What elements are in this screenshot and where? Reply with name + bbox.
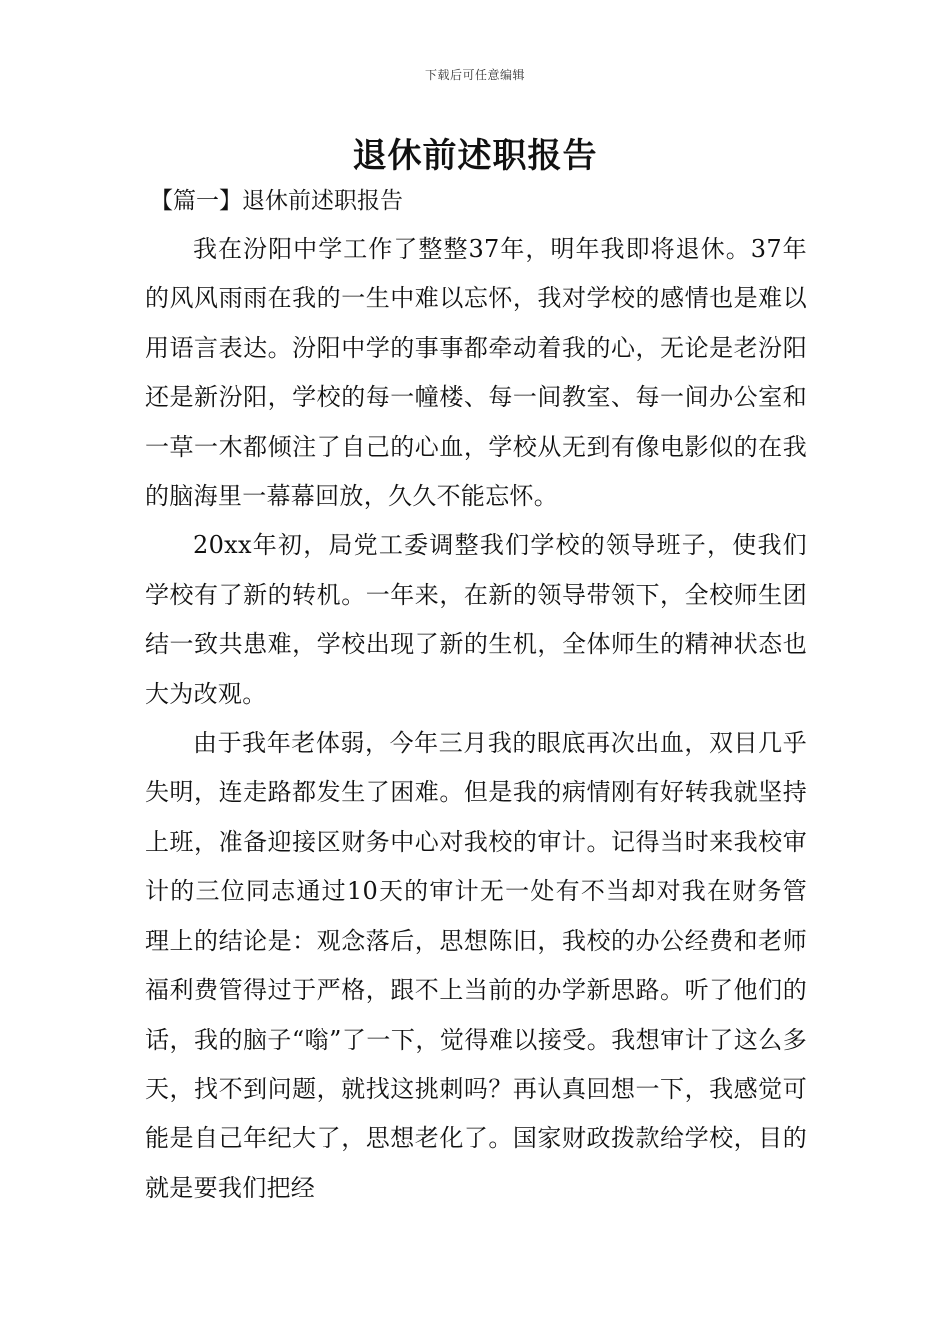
paragraph-2: 20xx年初，局党工委调整我们学校的领导班子，使我们学校有了新的转机。一年来，在新的领导带领下，全校师生团结一致共患难，学校出现了新的生机，全体师生的精神状态也大为改观。 (145, 531, 807, 708)
header-note: 下载后可任意编辑 (424, 68, 525, 82)
paragraph-3: 由于我年老体弱，今年三月我的眼底再次出血，双目几乎失明，连走路都发生了困难。但是我的病情刚有好转我就坚持上班，准备迎接区财务中心对我校的审计。记得当时来我校审计的三位同志通过10天的审计无一处有不当却对我在财务管理上的结论是：观念落后，思想陈旧，我校的办公经费和老师福利费管得过于严格，跟不上当前的办学新思路。听了他们的话，我的脑子“嗡”了一下，觉得难以接受。我想审计了这么多天，找不到问题，就找这挑刺吗？再认真回想一下，我感觉可能是自己年纪大了，思想老化了。国家财政拨款给学校，目的就是要我们把经 (145, 729, 807, 1202)
document-body (145, 225, 807, 1213)
paragraph-1: 我在汾阳中学工作了整整37年，明年我即将退休。37年的风风雨雨在我的一生中难以忘怀，我对学校的感情也是难以用语言表达。汾阳中学的事事都牵动着我的心，无论是老汾阳还是新汾阳，学校的每一幢楼、每一间教室、每一间办公室和一草一木都倾注了自己的心血，学校从无到有像电影似的在我的脑海里一幕幕回放，久久不能忘怀。 (145, 235, 807, 511)
document-title: 退休前述职报告 (352, 136, 598, 176)
section-heading: 【篇一】退休前述职报告 (150, 188, 403, 214)
